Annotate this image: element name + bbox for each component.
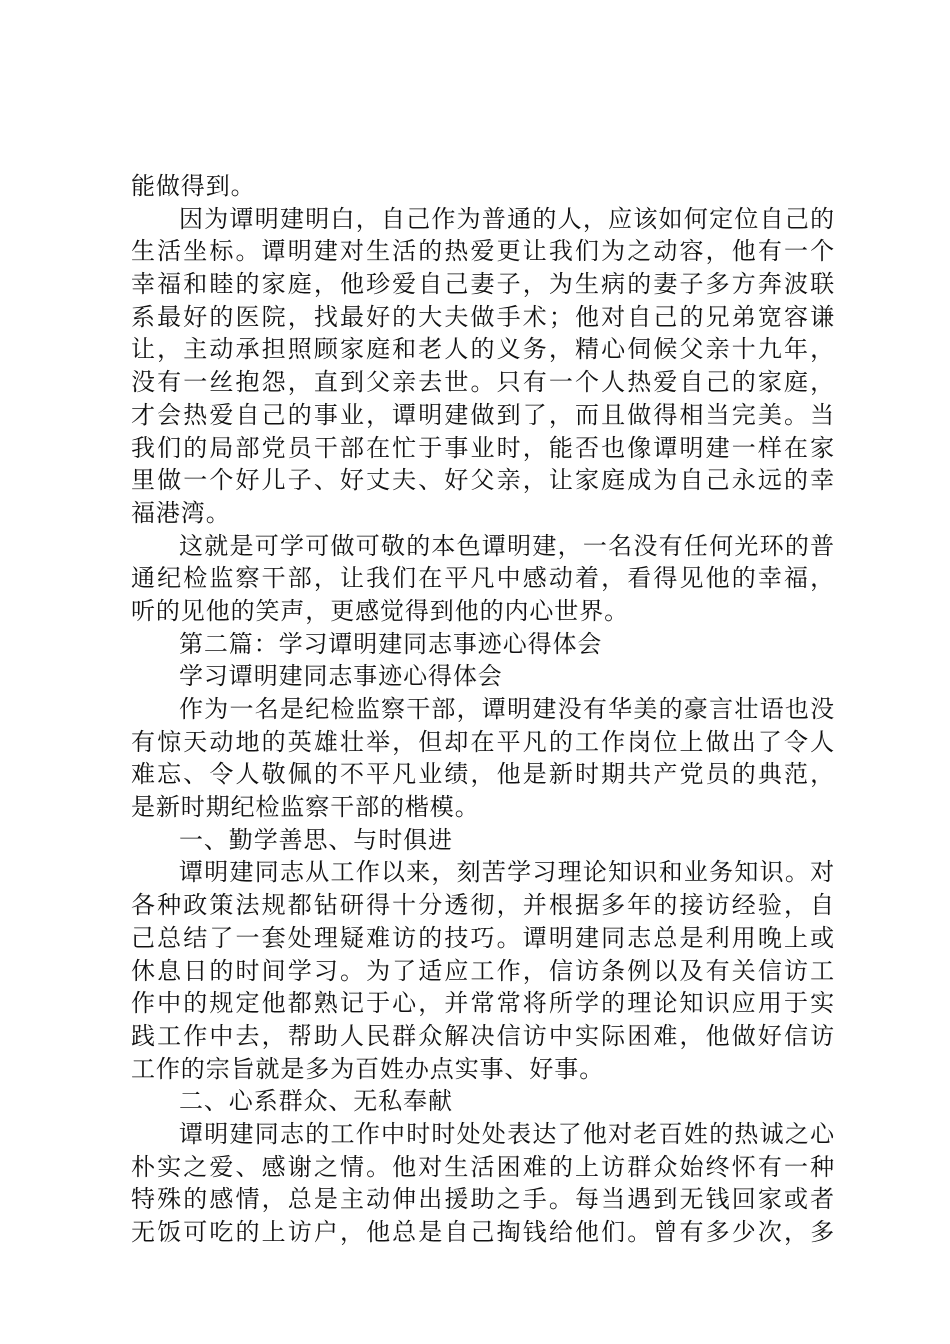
text-line: 有惊天动地的英雄壮举，但却在平凡的工作岗位上做出了令人	[131, 727, 835, 756]
text-line: 无饭可吃的上访户，他总是自己掏钱给他们。曾有多少次，多	[131, 1218, 835, 1246]
text-line: 这就是可学可做可敬的本色谭明建，一名没有任何光环的普	[179, 531, 835, 560]
text-line: 作中的规定他都熟记于心，并常常将所学的理论知识应用于实	[131, 989, 835, 1018]
text-line: 特殊的感情，总是主动伸出援助之手。每当遇到无钱回家或者	[131, 1185, 835, 1214]
text-line: 是新时期纪检监察干部的楷模。	[131, 793, 480, 822]
text-line: 系最好的医院，找最好的大夫做手术；他对自己的兄弟宽容谦	[131, 302, 835, 331]
text-line: 幸福和睦的家庭，他珍爱自己妻子，为生病的妻子多方奔波联	[131, 270, 835, 299]
text-line: 里做一个好儿子、好丈夫、好父亲，让家庭成为自己永远的幸	[131, 466, 835, 495]
text-line: 践工作中去，帮助人民群众解决信访中实际困难，他做好信访	[131, 1021, 835, 1050]
text-line: 听的见他的笑声，更感觉得到他的内心世界。	[131, 596, 629, 625]
text-line: 生活坐标。谭明建对生活的热爱更让我们为之动容，他有一个	[131, 237, 835, 266]
text-line: 才会热爱自己的事业，谭明建做到了，而且做得相当完美。当	[131, 400, 835, 429]
text-line: 能做得到。	[131, 172, 256, 200]
text-line: 谭明建同志从工作以来，刻苦学习理论知识和业务知识。对	[179, 858, 835, 887]
text-line: 谭明建同志的工作中时时处处表达了他对老百姓的热诚之心	[179, 1119, 835, 1148]
subsection-heading: 二、心系群众、无私奉献	[179, 1087, 453, 1116]
text-line: 因为谭明建明白，自己作为普通的人，应该如何定位自己的	[179, 204, 835, 233]
subsection-heading: 一、勤学善思、与时俱进	[179, 825, 453, 854]
text-line: 休息日的时间学习。为了适应工作，信访条例以及有关信访工	[131, 956, 835, 985]
text-line: 通纪检监察干部，让我们在平凡中感动着，看得见他的幸福，	[131, 564, 835, 593]
text-line: 己总结了一套处理疑难访的技巧。谭明建同志总是利用晚上或	[131, 923, 835, 952]
text-line: 我们的局部党员干部在忙于事业时，能否也像谭明建一样在家	[131, 433, 835, 462]
text-line: 朴实之爱、感谢之情。他对生活困难的上访群众始终怀有一种	[131, 1152, 835, 1181]
body-text	[131, 170, 835, 1249]
section-heading: 第二篇：学习谭明建同志事迹心得体会	[179, 629, 603, 658]
article-title: 学习谭明建同志事迹心得体会	[179, 662, 503, 691]
text-line: 没有一丝抱怨，直到父亲去世。只有一个人热爱自己的家庭，	[131, 368, 835, 397]
text-line: 难忘、令人敬佩的不平凡业绩，他是新时期共产党员的典范，	[131, 760, 835, 789]
text-line: 工作的宗旨就是多为百姓办点实事、好事。	[131, 1054, 605, 1083]
text-line: 作为一名是纪检监察干部，谭明建没有华美的豪言壮语也没	[179, 695, 835, 723]
text-line: 各种政策法规都钻研得十分透彻，并根据多年的接访经验，自	[131, 891, 835, 920]
text-line: 让，主动承担照顾家庭和老人的义务，精心伺候父亲十九年，	[131, 335, 835, 364]
text-line: 福港湾。	[131, 498, 231, 527]
